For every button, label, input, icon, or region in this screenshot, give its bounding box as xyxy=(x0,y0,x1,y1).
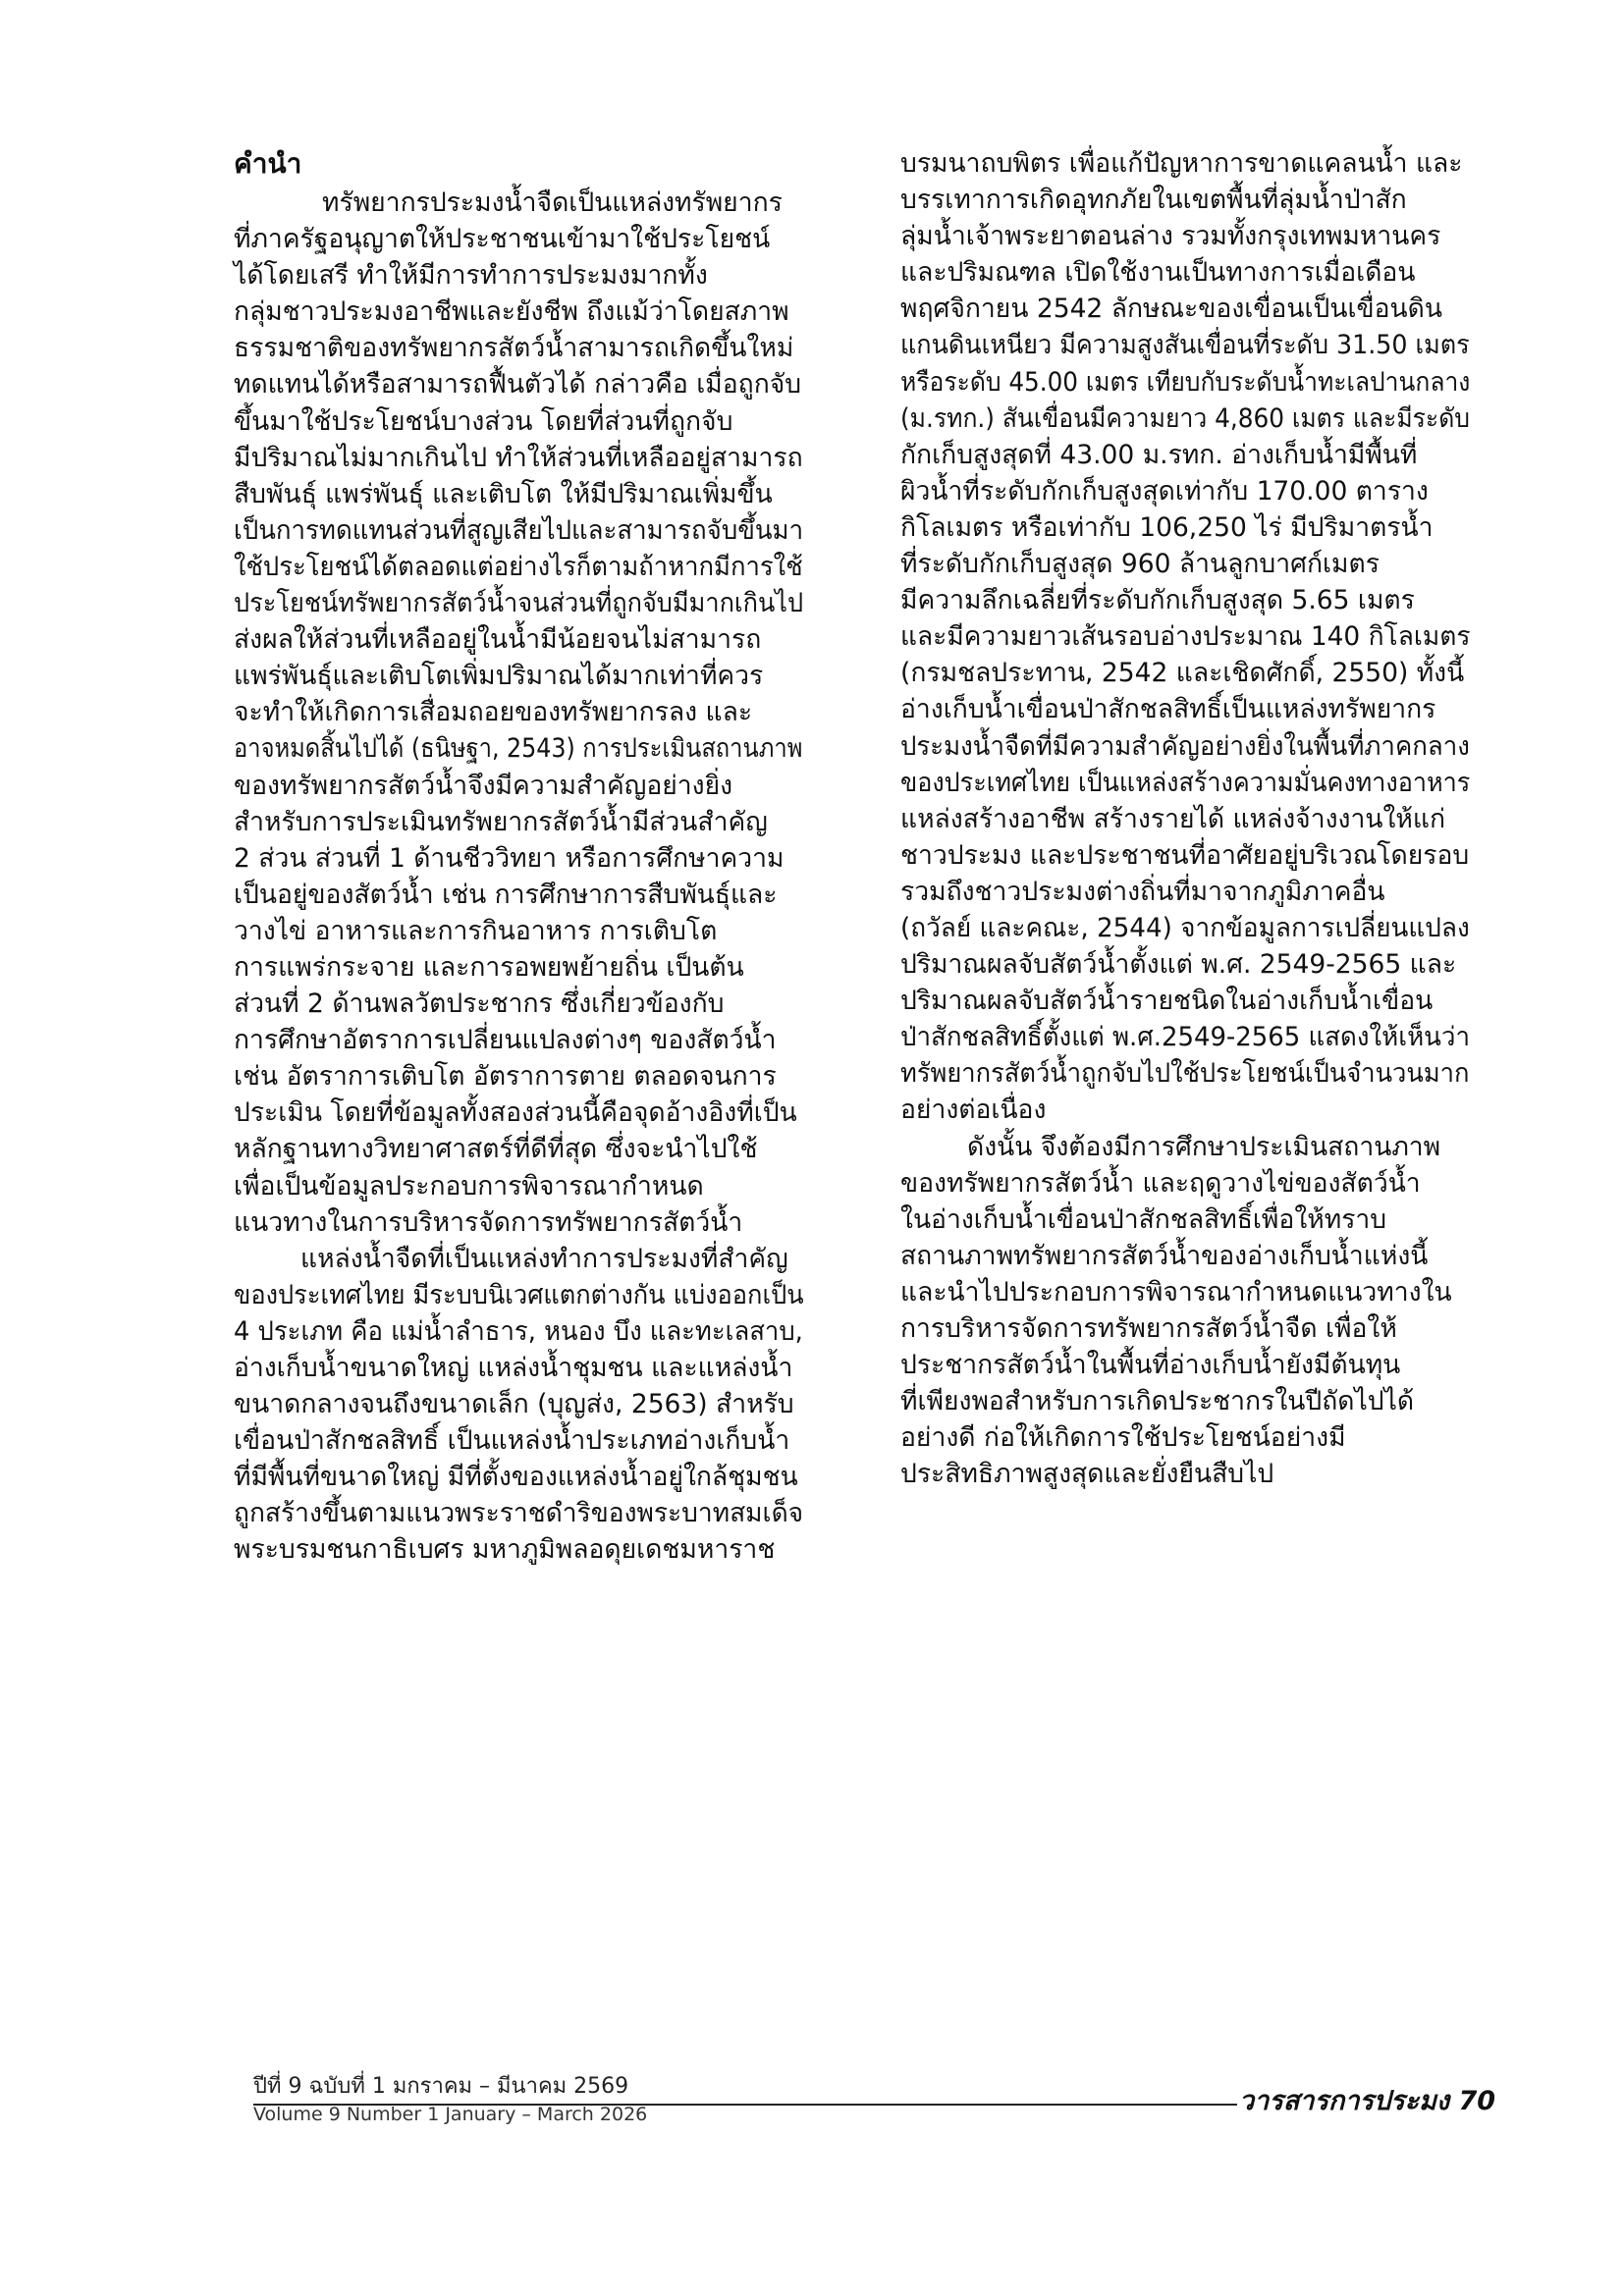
right-column-line: และปริมณฑล เปิดใช้งานเป็นทางการเมื่อเดือน xyxy=(900,257,1416,289)
left-column-line: เช่น อัตราการเติบโต อัตราการตาย ตลอดจนการ xyxy=(234,1061,777,1093)
right-column-line: หรือระดับ 45.00 เมตร เทียบกับระดับน้ำทะเลปานกลาง xyxy=(900,366,1471,398)
left-column-line: เป็นอยู่ของสัตว์น้ำ เช่น การศึกษาการสืบพันธุ์และ xyxy=(234,879,778,910)
left-column-line: ทรัพยากรประมงน้ำจืดเป็นแหล่งทรัพยากร xyxy=(322,187,783,218)
right-column-body xyxy=(900,145,1470,1492)
left-column-line: ธรรมชาติของทรัพยากรสัตว์น้ำสามารถเกิดขึ้นใหม่ xyxy=(234,333,794,364)
left-column xyxy=(234,145,803,1569)
left-column-line: แพร่พันธุ์และเติบโตเพิ่มปริมาณได้มากเท่าที่ควร xyxy=(234,661,764,692)
right-column-line: ปริมาณผลจับสัตว์น้ำรายชนิดในอ่างเก็บน้ำเขื่อน xyxy=(900,986,1434,1017)
left-column-line: ของประเทศไทย มีระบบนิเวศแตกต่างกัน แบ่งออกเป็น xyxy=(234,1279,804,1310)
left-column-line: เพื่อเป็นข้อมูลประกอบการพิจารณากำหนด xyxy=(234,1170,704,1201)
right-column-line: พฤศจิกายน 2542 ลักษณะของเขื่อนเป็นเขื่อนดิน xyxy=(900,294,1442,325)
left-column-line: ใช้ประโยชน์ได้ตลอดแต่อย่างไรก็ตามถ้าหากมีการใช้ xyxy=(234,551,803,582)
right-column xyxy=(900,145,1470,1492)
right-column-line: ประมงน้ำจืดที่มีความสำคัญอย่างยิ่งในพื้นที่ภาคกลาง xyxy=(900,730,1470,762)
left-column-line: การแพร่กระจาย และการอพยพย้ายถิ่น เป็นต้น xyxy=(234,951,744,983)
left-column-line: วางไข่ อาหารและการกินอาหาร การเติบโต xyxy=(234,915,718,946)
left-column-line: 4 ประเภท คือ แม่น้ำลำธาร, หนอง บึง และทะเลสาบ, xyxy=(234,1315,803,1347)
left-column-line: ทดแทนได้หรือสามารถฟื้นตัวได้ กล่าวคือ เมื่อถูกจับ xyxy=(234,369,802,400)
left-column-line: เป็นการทดแทนส่วนที่สูญเสียไปและสามารถจับขึ้นมา xyxy=(234,514,804,546)
right-column-line: และนำไปประกอบการพิจารณากำหนดแนวทางใน xyxy=(900,1276,1452,1308)
right-column-line: กักเก็บสูงสุดที่ 43.00 ม.รทก. อ่างเก็บน้ำมีพื้นที่ xyxy=(900,439,1418,470)
left-column-line: จะทำให้เกิดการเสื่อมถอยของทรัพยากรลง และ xyxy=(234,697,753,728)
left-column-line: ประโยชน์ทรัพยากรสัตว์น้ำจนส่วนที่ถูกจับมีมากเกินไป xyxy=(234,588,804,619)
left-column-line: ส่วนที่ 2 ด้านพลวัตประชากร ซึ่งเกี่ยวข้องกับ xyxy=(234,988,725,1020)
right-column-line: ประชากรสัตว์น้ำในพื้นที่อ่างเก็บน้ำยังมีต้นทุน xyxy=(900,1350,1401,1381)
right-column-line: ในอ่างเก็บน้ำเขื่อนป่าสักชลสิทธิ์เพื่อให้ทราบ xyxy=(900,1203,1387,1235)
right-column-line: ลุ่มน้ำเจ้าพระยาตอนล่าง รวมทั้งกรุงเทพมหานคร xyxy=(900,221,1441,252)
left-column-line: ขึ้นมาใช้ประโยชน์บางส่วน โดยที่ส่วนที่ถูกจับ xyxy=(234,405,733,437)
right-column-line: (กรมชลประทาน, 2542 และเชิดศักดิ์, 2550) ทั้งนี้ xyxy=(900,658,1465,689)
right-column-line: ที่เพียงพอสำหรับการเกิดประชากรในปีถัดไปได้ xyxy=(900,1386,1415,1417)
left-column-line: ขนาดกลางจนถึงขนาดเล็ก (บุญส่ง, 2563) สำหรับ xyxy=(234,1389,794,1420)
left-column-line: ส่งผลให้ส่วนที่เหลืออยู่ในน้ำมีน้อยจนไม่สามารถ xyxy=(234,624,762,656)
right-column-line: ของประเทศไทย เป็นแหล่งสร้างความมั่นคงทางอาหาร xyxy=(900,767,1471,798)
left-column-line: พระบรมชนกาธิเบศร มหาภูมิพลอดุยเดชมหาราช xyxy=(234,1534,776,1566)
left-column-line: อ่างเก็บน้ำขนาดใหญ่ แหล่งน้ำชุมชน และแหล่งน้ำ xyxy=(234,1353,793,1383)
footer-journal-page: วารสารการประมง 70 xyxy=(1239,2086,1496,2116)
left-column-line: เขื่อนป่าสักชลสิทธิ์ เป็นแหล่งน้ำประเภทอ่างเก็บน้ำ xyxy=(234,1425,790,1457)
left-column-line: สำหรับการประเมินทรัพยากรสัตว์น้ำมีส่วนสำคัญ xyxy=(234,806,768,837)
left-column-line: มีปริมาณไม่มากเกินไป ทำให้ส่วนที่เหลืออยู่สามารถ xyxy=(234,442,803,473)
right-column-line: ของทรัพยากรสัตว์น้ำ และฤดูวางไข่ของสัตว์น้ำ xyxy=(900,1167,1421,1199)
right-column-line: การบริหารจัดการทรัพยากรสัตว์น้ำจืด เพื่อให้ xyxy=(900,1313,1397,1344)
right-column-line: ดังนั้น จึงต้องมีการศึกษาประเมินสถานภาพ xyxy=(967,1131,1441,1162)
section-heading: คำนำ xyxy=(234,147,302,180)
left-column-line: ของทรัพยากรสัตว์น้ำจึงมีความสำคัญอย่างยิ่ง xyxy=(234,770,733,801)
footer-issue-thai: ปีที่ 9 ฉบับที่ 1 มกราคม – มีนาคม 2569 xyxy=(253,2074,629,2099)
left-column-body xyxy=(234,185,803,1569)
left-column-line: หลักฐานทางวิทยาศาสตร์ที่ดีที่สุด ซึ่งจะนำไปใช้ xyxy=(234,1134,758,1165)
right-column-line: ประสิทธิภาพสูงสุดและยั่งยืนสืบไป xyxy=(900,1459,1274,1490)
right-column-line: รวมถึงชาวประมงต่างถิ่นที่มาจากภูมิภาคอื่น xyxy=(900,876,1385,907)
left-column-line: อาจหมดสิ้นไปได้ (ธนิษฐา, 2543) การประเมินสถานภาพ xyxy=(234,733,803,765)
right-column-line: และมีความยาวเส้นรอบอ่างประมาณ 140 กิโลเมตร xyxy=(900,621,1471,653)
right-column-line: อย่างต่อเนื่อง xyxy=(900,1095,1047,1126)
right-column-line: แหล่งสร้างอาชีพ สร้างรายได้ แหล่งจ้างงานให้แก่ xyxy=(900,803,1445,834)
left-column-line: ที่ภาครัฐอนุญาตให้ประชาชนเข้ามาใช้ประโยชน์ xyxy=(234,224,771,255)
right-column-line: บรมนาถบพิตร เพื่อแก้ปัญหาการขาดแคลนน้ำ และ xyxy=(900,148,1463,179)
right-column-line: ชาวประมง และประชาชนที่อาศัยอยู่บริเวณโดยรอบ xyxy=(900,839,1470,871)
right-column-line: (ถวัลย์ และคณะ, 2544) จากข้อมูลการเปลี่ยนแปลง xyxy=(900,912,1470,943)
right-column-line: สถานภาพทรัพยากรสัตว์น้ำของอ่างเก็บน้ำแห่งนี้ xyxy=(900,1240,1429,1271)
right-column-line: กิโลเมตร หรือเท่ากับ 106,250 ไร่ มีปริมาตรน้ำ xyxy=(900,511,1434,543)
left-column-line: ได้โดยเสรี ทำให้มีการทำการประมงมากทั้ง xyxy=(234,260,708,292)
right-column-line: มีความลึกเฉลี่ยที่ระดับกักเก็บสูงสุด 5.65 เมตร xyxy=(900,585,1415,616)
left-column-line: แหล่งน้ำจืดที่เป็นแหล่งทำการประมงที่สำคัญ xyxy=(300,1243,788,1274)
left-column-line: สืบพันธุ์ แพร่พันธุ์ และเติบโต ให้มีปริมาณเพิ่มขึ้น xyxy=(234,478,773,509)
right-column-line: ทรัพยากรสัตว์น้ำถูกจับไปใช้ประโยชน์เป็นจำนวนมาก xyxy=(900,1058,1470,1090)
right-column-line: ผิวน้ำที่ระดับกักเก็บสูงสุดเท่ากับ 170.00 ตาราง xyxy=(900,475,1429,507)
right-column-line: ปริมาณผลจับสัตว์น้ำตั้งแต่ พ.ศ. 2549-2565 และ xyxy=(900,949,1457,981)
right-column-line: บรรเทาการเกิดอุทกภัยในเขตพื้นที่ลุ่มน้ำป่าสัก xyxy=(900,185,1407,216)
left-column-line: ที่มีพื้นที่ขนาดใหญ่ มีที่ตั้งของแหล่งน้ำอยู่ใกล้ชุมชน xyxy=(234,1462,798,1493)
footer-issue-english: Volume 9 Number 1 January – March 2026 xyxy=(253,2104,648,2125)
left-column-line: การศึกษาอัตราการเปลี่ยนแปลงต่างๆ ของสัตว์น้ำ xyxy=(234,1025,777,1056)
right-column-line: ป่าสักชลสิทธิ์ตั้งแต่ พ.ศ.2549-2565 แสดงให้เห็นว่า xyxy=(900,1022,1470,1053)
left-column-line: ถูกสร้างขึ้นตามแนวพระราชดำริของพระบาทสมเด็จ xyxy=(234,1498,804,1529)
right-column-line: อย่างดี ก่อให้เกิดการใช้ประโยชน์อย่างมี xyxy=(900,1422,1346,1454)
left-column-line: กลุ่มชาวประมงอาชีพและยังชีพ ถึงแม้ว่าโดยสภาพ xyxy=(234,296,789,328)
left-column-line: แนวทางในการบริหารจัดการทรัพยากรสัตว์น้ำ xyxy=(234,1206,743,1238)
left-column-line: ประเมิน โดยที่ข้อมูลทั้งสองส่วนนี้คือจุดอ้างอิงที่เป็น xyxy=(234,1097,797,1129)
right-column-line: (ม.รทก.) สันเขื่อนมีความยาว 4,860 เมตร และมีระดับ xyxy=(900,402,1471,434)
footer-issue-info xyxy=(253,2073,647,2128)
right-column-line: ที่ระดับกักเก็บสูงสุด 960 ล้านลูกบาศก์เมตร xyxy=(900,549,1380,580)
footer-rule xyxy=(253,2104,1237,2106)
right-column-line: อ่างเก็บน้ำเขื่อนป่าสักชลสิทธิ์เป็นแหล่งทรัพยากร xyxy=(900,694,1436,725)
left-column-line: 2 ส่วน ส่วนที่ 1 ด้านชีววิทยา หรือการศึกษาความ xyxy=(234,842,785,874)
right-column-line: แกนดินเหนียว มีความสูงสันเขื่อนที่ระดับ 31.50 เมตร xyxy=(900,330,1470,361)
